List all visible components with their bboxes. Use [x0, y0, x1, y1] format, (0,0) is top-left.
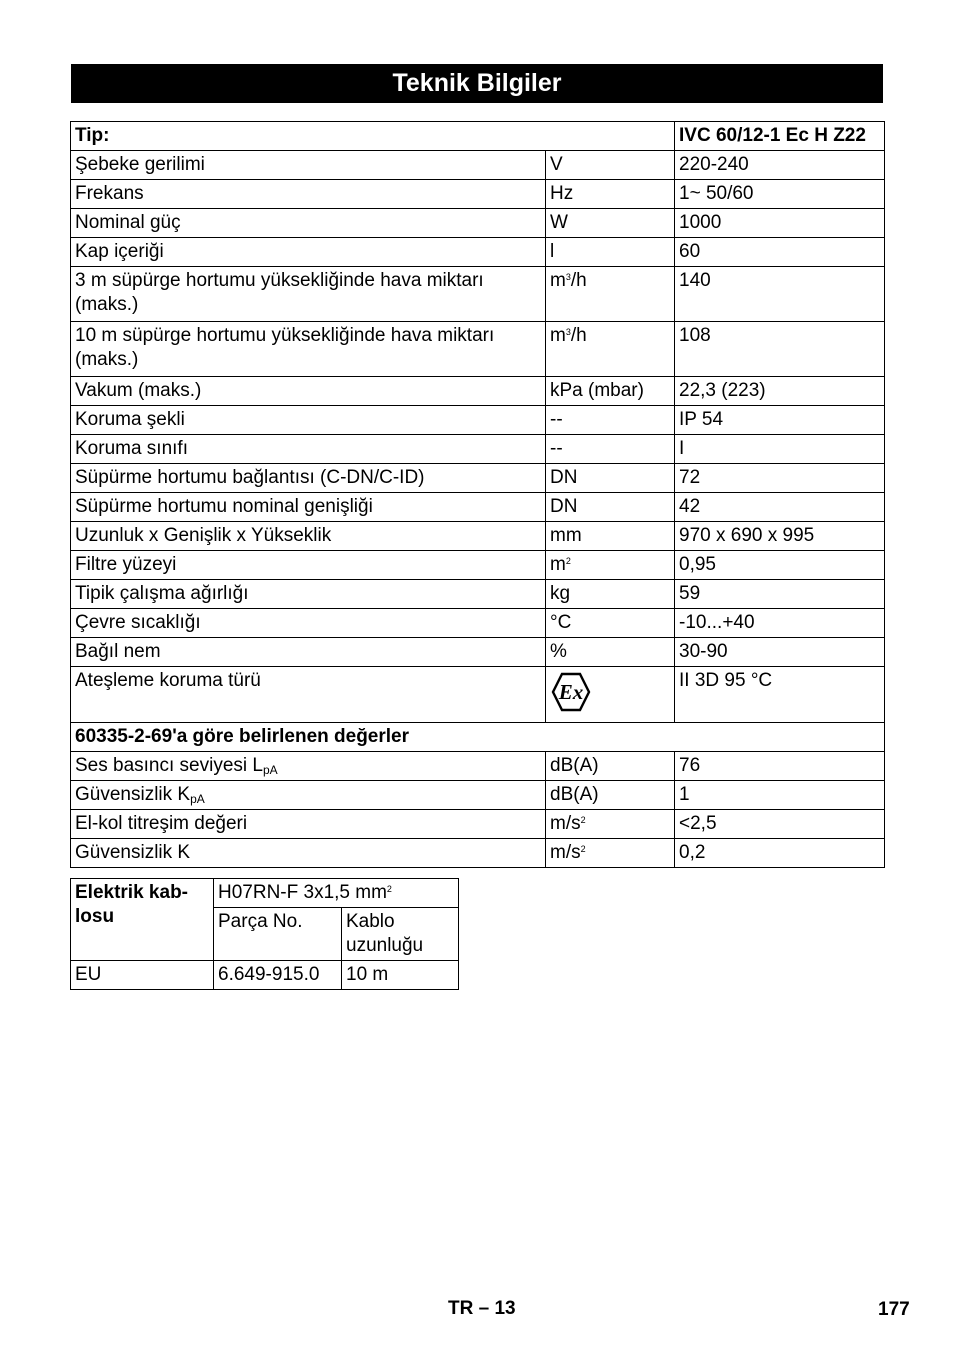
cable-spec-text: H07RN-F 3x1,5 mm — [218, 882, 387, 903]
spec-label: Güvensizlik K — [71, 839, 546, 868]
spec-value: IP 54 — [675, 406, 885, 435]
spec-value: 220-240 — [675, 151, 885, 180]
spec-unit: DN — [546, 493, 675, 522]
spec-unit-tail: /h — [570, 270, 587, 291]
page-footer-section: TR – 13 — [448, 1298, 516, 1319]
spec-label: Tipik çalışma ağırlığı — [71, 580, 546, 609]
spec-label: Koruma sınıfı — [71, 435, 546, 464]
spec-label: Filtre yüzeyi — [71, 551, 546, 580]
table-row — [71, 322, 885, 377]
spec-label: Çevre sıcaklığı — [71, 609, 546, 638]
spec-label — [71, 781, 546, 810]
spec-unit — [546, 322, 675, 377]
table-row — [71, 781, 885, 810]
spec-unit — [546, 839, 675, 868]
technical-data-table — [70, 121, 885, 868]
spec-unit: kg — [546, 580, 675, 609]
spec-unit — [546, 810, 675, 839]
page-title: Teknik Bilgiler — [71, 64, 883, 103]
table-row — [71, 238, 885, 267]
spec-value: I — [675, 435, 885, 464]
spec-unit: % — [546, 638, 675, 667]
section-title: 60335-2-69'a göre belirlenen değerler — [71, 723, 885, 752]
table-header-row — [71, 122, 885, 151]
uncertainty-sub: pA — [190, 792, 205, 806]
spec-unit — [546, 551, 675, 580]
sound-label: Ses basıncı seviyesi L — [75, 755, 263, 776]
spec-unit-base: m — [550, 270, 566, 291]
cable-length-header: Kablo uzunluğu — [342, 908, 459, 961]
spec-value: <2,5 — [675, 810, 885, 839]
spec-value: 59 — [675, 580, 885, 609]
table-row — [71, 209, 885, 238]
spec-value: 1 — [675, 781, 885, 810]
spec-value: -10...+40 — [675, 609, 885, 638]
spec-value: 0,2 — [675, 839, 885, 868]
table-row — [71, 464, 885, 493]
spec-label: El-kol titreşim değeri — [71, 810, 546, 839]
spec-unit: -- — [546, 435, 675, 464]
vibunc-unit-base: m/s — [550, 842, 581, 863]
type-label: Tip: — [71, 122, 675, 151]
model-name: IVC 60/12-1 Ec H Z22 — [675, 122, 885, 151]
cable-spec-sup: 2 — [386, 884, 392, 894]
spec-label: 10 m süpürge hortumu yüksekliğinde hava miktarı (maks.) — [71, 322, 546, 377]
spec-unit: dB(A) — [546, 781, 675, 810]
spec-unit-sup: 3 — [565, 272, 571, 282]
spec-unit: kPa (mbar) — [546, 377, 675, 406]
spec-unit: dB(A) — [546, 752, 675, 781]
spec-label: Ateşleme koruma türü — [71, 667, 546, 723]
spec-value: 0,95 — [675, 551, 885, 580]
spec-value: 970 x 690 x 995 — [675, 522, 885, 551]
cable-label-text: Elektrik kab-losu — [75, 882, 188, 927]
spec-value: 30-90 — [675, 638, 885, 667]
power-cable-table — [70, 878, 459, 990]
spec-unit-base: m — [550, 325, 566, 346]
spec-unit — [546, 667, 675, 723]
table-row — [71, 180, 885, 209]
table-row — [71, 810, 885, 839]
spec-label: Koruma şekli — [71, 406, 546, 435]
spec-value: II 3D 95 °C — [675, 667, 885, 723]
spec-label: Şebeke gerilimi — [71, 151, 546, 180]
spec-value: 140 — [675, 267, 885, 322]
spec-unit-sup: 3 — [565, 327, 571, 337]
table-row — [71, 267, 885, 322]
table-row — [71, 377, 885, 406]
spec-label: Vakum (maks.) — [71, 377, 546, 406]
table-row — [71, 667, 885, 723]
spec-unit-tail: /h — [570, 325, 587, 346]
spec-label: Nominal güç — [71, 209, 546, 238]
spec-value: 72 — [675, 464, 885, 493]
spec-label: 3 m süpürge hortumu yüksekliğinde hava miktarı (maks.) — [71, 267, 546, 322]
vibunc-unit-sup: 2 — [580, 844, 586, 854]
table-row — [71, 493, 885, 522]
spec-label: Uzunluk x Genişlik x Yükseklik — [71, 522, 546, 551]
ex-explosion-protection-icon — [550, 671, 592, 720]
cable-region: EU — [71, 961, 214, 990]
spec-unit: Hz — [546, 180, 675, 209]
spec-value: 1~ 50/60 — [675, 180, 885, 209]
cable-label — [71, 879, 214, 961]
spec-unit: l — [546, 238, 675, 267]
spec-value: 22,3 (223) — [675, 377, 885, 406]
spec-unit: -- — [546, 406, 675, 435]
spec-unit-sup: 2 — [565, 556, 571, 566]
spec-unit: mm — [546, 522, 675, 551]
spec-label: Süpürme hortumu nominal genişliği — [71, 493, 546, 522]
spec-unit: DN — [546, 464, 675, 493]
spec-unit — [546, 267, 675, 322]
sound-sub: pA — [262, 763, 278, 777]
spec-unit-base: m — [550, 554, 566, 575]
table-row — [71, 151, 885, 180]
cable-spec — [214, 879, 459, 908]
page-number: 177 — [878, 1299, 910, 1320]
spec-value: 76 — [675, 752, 885, 781]
spec-label — [71, 752, 546, 781]
table-row — [71, 406, 885, 435]
spec-label: Frekans — [71, 180, 546, 209]
spec-label: Süpürme hortumu bağlantısı (C-DN/C-ID) — [71, 464, 546, 493]
vib-unit-sup: 2 — [580, 815, 586, 825]
cable-length: 10 m — [342, 961, 459, 990]
svg-text:Ex: Ex — [558, 680, 584, 704]
cable-part-number: 6.649-915.0 — [214, 961, 342, 990]
spec-unit: °C — [546, 609, 675, 638]
table-row — [71, 961, 459, 990]
table-row — [71, 580, 885, 609]
part-number-header: Parça No. — [214, 908, 342, 961]
table-row — [71, 839, 885, 868]
section-row — [71, 723, 885, 752]
vib-unit-base: m/s — [550, 813, 581, 834]
table-row — [71, 435, 885, 464]
spec-label: Bağıl nem — [71, 638, 546, 667]
table-row — [71, 551, 885, 580]
spec-value: 108 — [675, 322, 885, 377]
table-row — [71, 609, 885, 638]
uncertainty-label: Güvensizlik K — [75, 784, 191, 805]
spec-value: 42 — [675, 493, 885, 522]
spec-unit: W — [546, 209, 675, 238]
spec-value: 60 — [675, 238, 885, 267]
table-row — [71, 522, 885, 551]
spec-value: 1000 — [675, 209, 885, 238]
table-row — [71, 638, 885, 667]
spec-label: Kap içeriği — [71, 238, 546, 267]
table-row — [71, 752, 885, 781]
spec-unit: V — [546, 151, 675, 180]
